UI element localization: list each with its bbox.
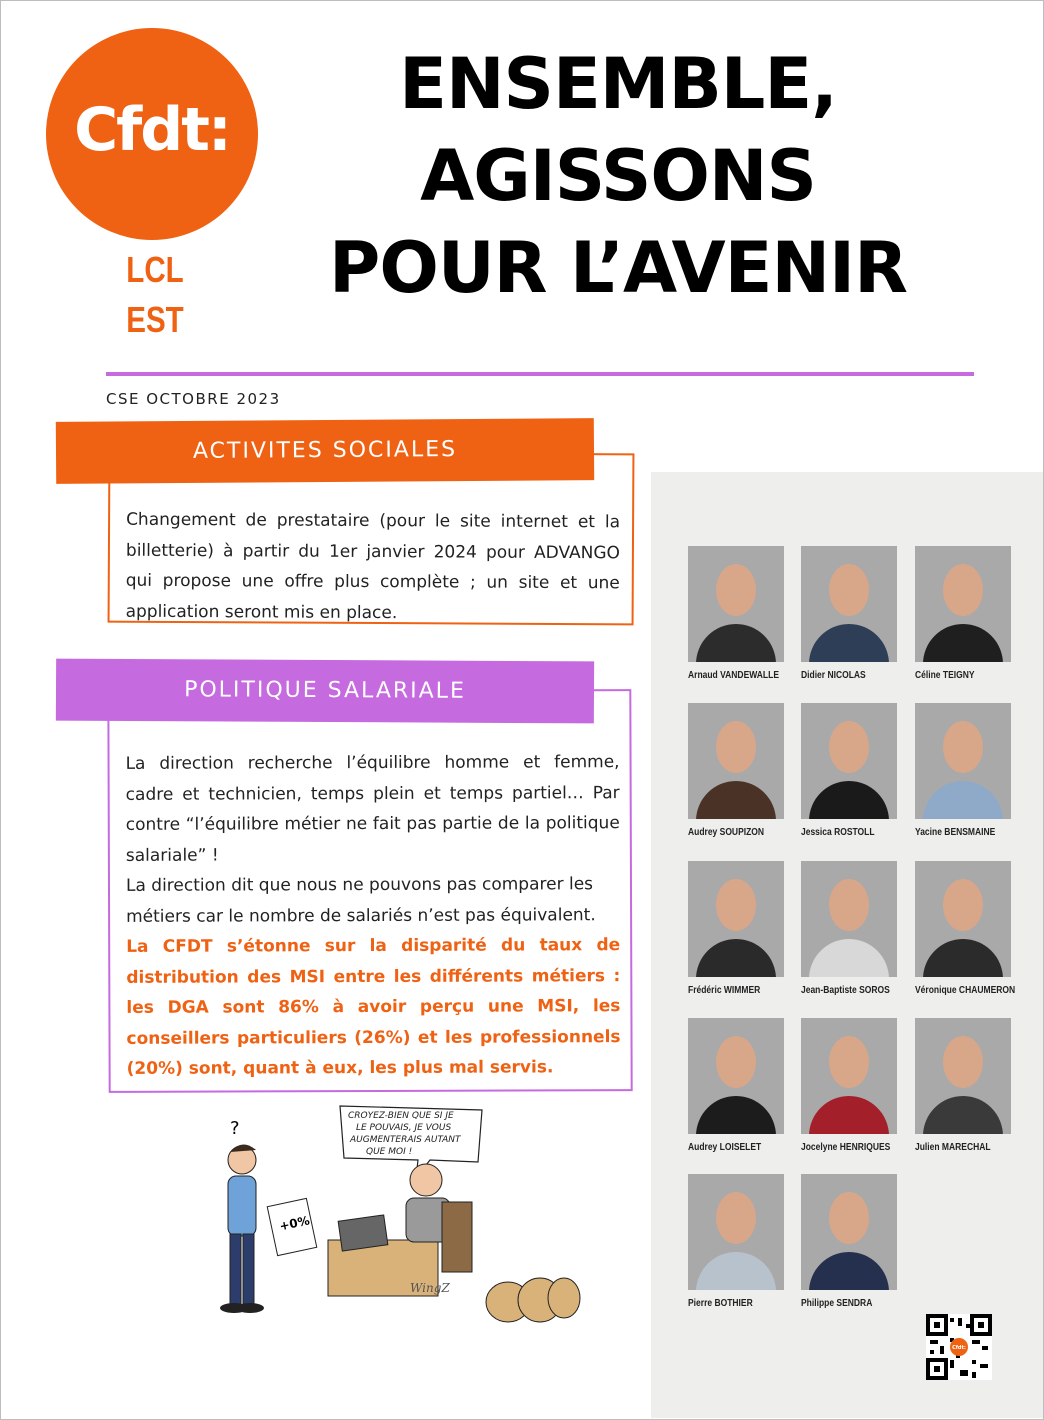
salary-box [107,689,632,1093]
social-tab: ACTIVITES SOCIALES [56,418,594,484]
member-name: Audrey LOISELET [688,1142,762,1153]
member-name: Arnaud VANDEWALLE [688,670,779,681]
cartoon-paper: +0% [278,1213,311,1234]
cartoon-signature: WingZ [410,1281,450,1295]
member-name: Jessica ROSTOLL [801,827,875,838]
member-name: Pierre BOTHIER [688,1298,753,1309]
member-photo [688,546,784,662]
member-photo [688,1174,784,1290]
member-name: Jean-Baptiste SOROS [801,985,890,996]
member-name: Céline TEIGNY [915,670,975,681]
salary-text-2: La direction dit que nous ne pouvons pas comparer les métiers car le nombre de salariés n’est pas équivalent. [125,874,596,927]
member-name: Yacine BENSMAINE [915,827,996,838]
title-divider [106,372,974,376]
member-name: Julien MARECHAL [915,1142,991,1153]
title-line-1: ENSEMBLE, [399,43,837,125]
member-photo [688,703,784,819]
logo-line-est: EST [126,299,184,340]
cfdt-logo [46,28,258,240]
qr-code [926,1314,992,1380]
member-photo [801,861,897,977]
title-line-2: AGISSONS [420,135,816,217]
member-photo [915,546,1011,662]
member-name: Didier NICOLAS [801,670,866,681]
member-photo [915,861,1011,977]
member-photo [915,703,1011,819]
logo-line-lcl: LCL [126,249,184,290]
page-title [248,38,988,314]
member-photo [801,1174,897,1290]
member-photo [801,703,897,819]
date-label: CSE OCTOBRE 2023 [106,390,281,408]
member-name: Jocelyne HENRIQUES [801,1142,891,1153]
cartoon-question: ? [230,1118,240,1139]
logo-text: Cfdt: [74,95,230,165]
member-photo [801,546,897,662]
qr-badge: Cfdt: [952,1345,966,1351]
social-text: Changement de prestataire (pour le site internet et la billetterie) à partir du 1er janvier 2024 pour ADVANGO qui propose une offre plus complète ; un site et une application seront mis en place. [125,509,621,623]
member-name: Audrey SOUPIZON [688,827,765,838]
title-line-3: POUR L’AVENIR [329,227,907,309]
member-name: Frédéric WIMMER [688,985,761,996]
salary-text-1: La direction recherche l’équilibre homme et femme, cadre et technicien, temps plein et temps partiel… Par contre “l’équilibre métier ne fait pas partie de la politique salariale” ! [125,752,620,866]
member-photo [688,861,784,977]
salary-highlight: La CFDT s’étonne sur la disparité du taux de distribution des MSI entre les différents métiers : les DGA sont 86% à avoir perçu une MSI, les conseillers particuliers (26%) et les professionnels (20%) sont, quant à eux, les plus mal servis. [126,935,621,1079]
member-photo [801,1018,897,1134]
member-name: Véronique CHAUMERON [915,985,1016,996]
speech-line-1: CROYEZ-BIEN QUE SI JE [348,1111,454,1121]
member-name: Philippe SENDRA [801,1298,873,1309]
cartoon-illustration [190,1102,590,1330]
member-photo [915,1018,1011,1134]
member-photo [688,1018,784,1134]
salary-tab: POLITIQUE SALARIALE [56,659,594,724]
speech-line-3: AUGMENTERAIS AUTANT [350,1135,461,1145]
speech-line-4: QUE MOI ! [366,1147,413,1157]
speech-line-2: LE POUVAIS, JE VOUS [356,1123,452,1133]
